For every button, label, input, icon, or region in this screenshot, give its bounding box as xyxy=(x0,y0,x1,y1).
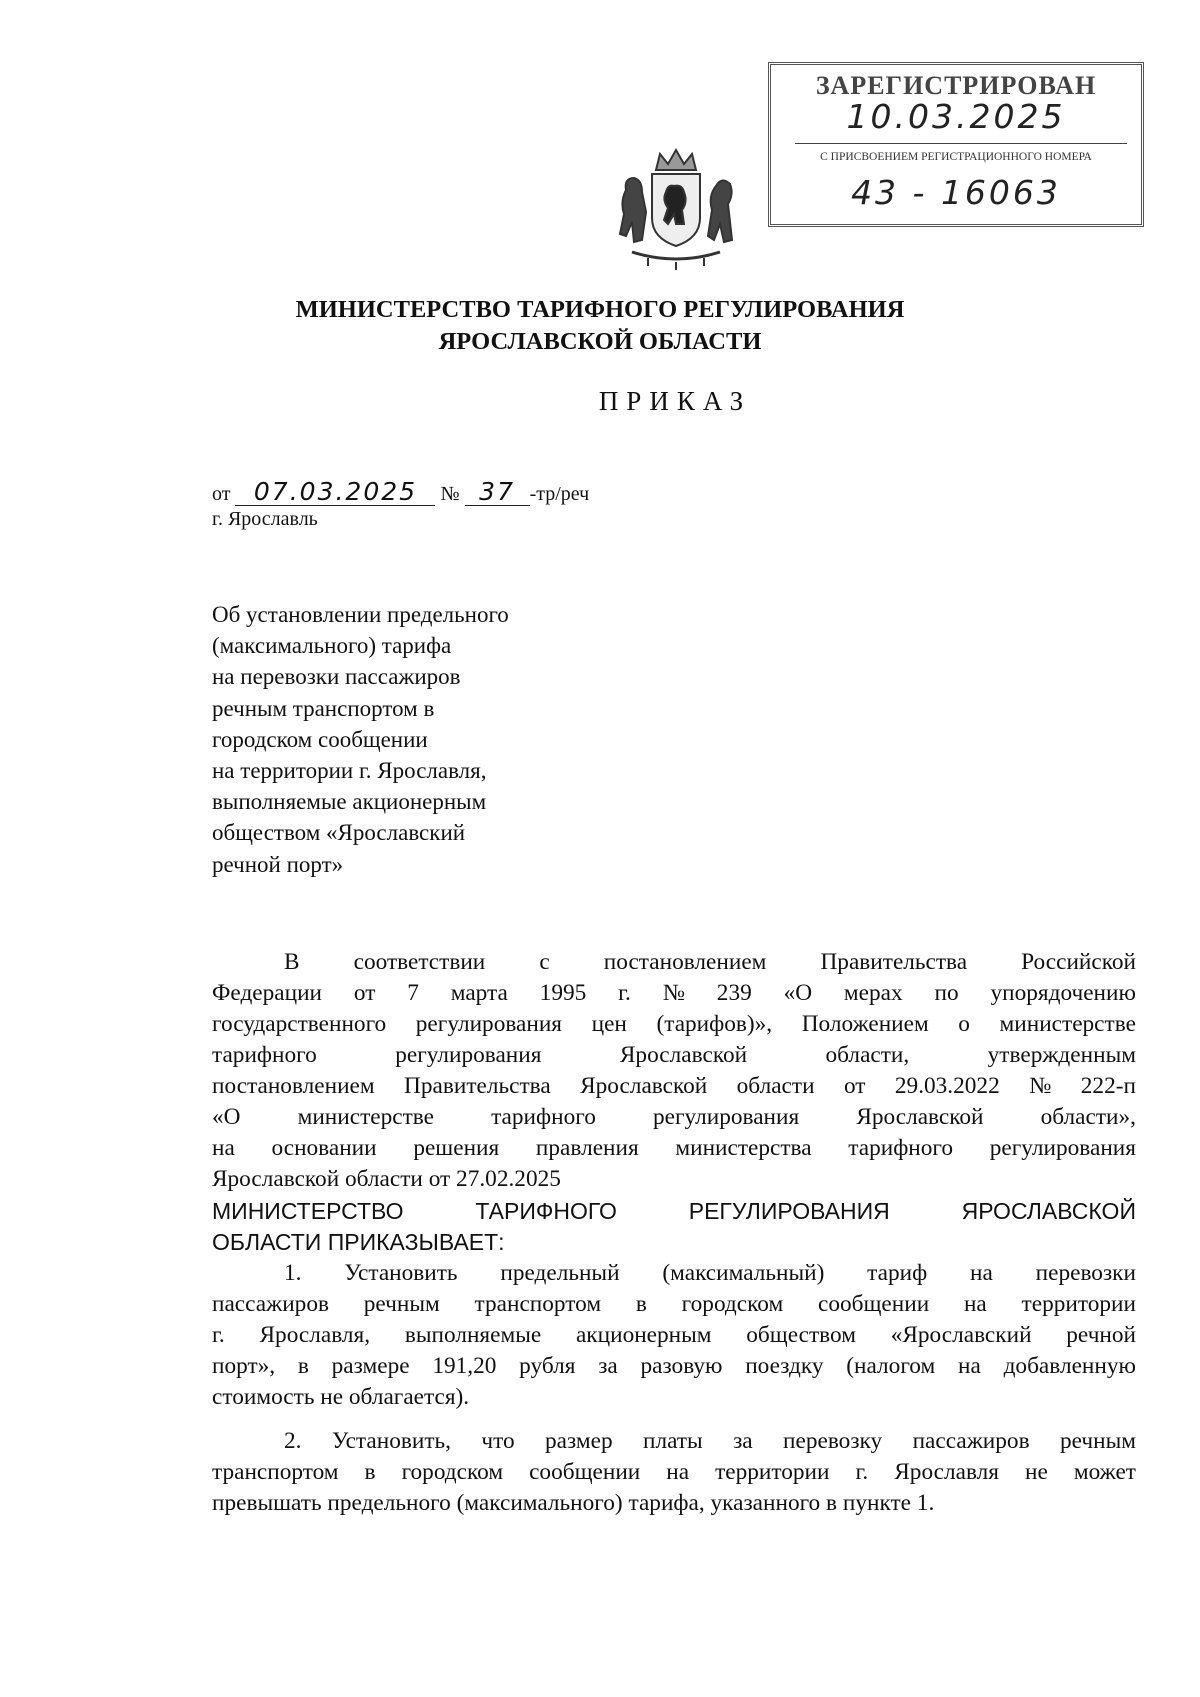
item1-line xyxy=(212,1258,1136,1289)
word: регулирования xyxy=(395,1042,542,1068)
subject-line: на территории г. Ярославля, xyxy=(212,758,487,784)
word: «О xyxy=(783,980,813,1006)
word: пассажиров xyxy=(912,1428,1030,1454)
word: Правительства xyxy=(404,1073,551,1099)
word: 239 xyxy=(716,980,752,1006)
word: поездку xyxy=(745,1353,824,1379)
ordering-line: ОБЛАСТИ ПРИКАЗЫВАЕТ: xyxy=(212,1229,505,1255)
word: МИНИСТЕРСТВО xyxy=(212,1198,404,1224)
word: Ярославской xyxy=(856,1104,984,1130)
preamble-line xyxy=(212,947,1136,978)
word: постановлением xyxy=(603,949,767,975)
word: 7 xyxy=(407,980,419,1006)
word: цен xyxy=(591,1011,627,1037)
stamp-date: 10.03.2025 xyxy=(846,97,1066,136)
ordering-clause xyxy=(212,1196,1136,1258)
item2-line xyxy=(212,1457,1136,1488)
word: порт», xyxy=(212,1353,276,1379)
city: г. Ярославль xyxy=(212,508,318,530)
word: (максимальный) xyxy=(662,1260,825,1286)
word: (налогом xyxy=(846,1353,936,1379)
word: тарифного xyxy=(491,1104,596,1130)
word: не xyxy=(1025,1459,1048,1485)
item1-line xyxy=(212,1320,1136,1351)
word: на xyxy=(963,1291,987,1317)
word: перевозки xyxy=(1035,1260,1136,1286)
preamble-line xyxy=(212,1133,1136,1164)
word: Ярославля, xyxy=(259,1322,371,1348)
word: «Ярославский xyxy=(890,1322,1032,1348)
word: Установить, xyxy=(331,1428,451,1454)
word: основании xyxy=(271,1135,377,1161)
stamp-subtitle: С ПРИСВОЕНИЕМ РЕГИСТРАЦИОННОГО НОМЕРА xyxy=(820,151,1092,163)
subject-line: выполняемые акционерным xyxy=(212,789,487,815)
order-subject xyxy=(212,599,612,880)
word: может xyxy=(1073,1459,1136,1485)
word: от xyxy=(353,980,376,1006)
word: тарифного xyxy=(212,1042,317,1068)
word: 1995 xyxy=(539,980,587,1006)
item-1 xyxy=(212,1258,1136,1413)
word: утвержденным xyxy=(987,1042,1136,1068)
word: РЕГУЛИРОВАНИЯ xyxy=(688,1198,890,1224)
word: Правительства xyxy=(820,949,968,975)
word: по xyxy=(934,980,959,1006)
word: соответствии xyxy=(353,949,486,975)
word: г. xyxy=(618,980,631,1006)
word: от xyxy=(843,1073,866,1099)
stamp-title: ЗАРЕГИСТРИРОВАН xyxy=(815,71,1097,100)
word: размер xyxy=(545,1428,613,1454)
word: постановлением xyxy=(212,1073,375,1099)
word: Установить xyxy=(344,1260,458,1286)
word: предельный xyxy=(500,1260,620,1286)
word: в xyxy=(297,1353,309,1379)
word: мерах xyxy=(843,980,903,1006)
word: пассажиров xyxy=(212,1291,329,1317)
word: министерства xyxy=(675,1135,812,1161)
word: городском xyxy=(681,1291,784,1317)
word: правления xyxy=(535,1135,639,1161)
word: упорядочению xyxy=(990,980,1136,1006)
subject-line: (максимального) тарифа xyxy=(212,633,452,659)
word: № xyxy=(1029,1073,1052,1099)
subject-line: городском сообщении xyxy=(212,726,428,752)
word: размере xyxy=(331,1353,410,1379)
word: о xyxy=(958,1011,970,1037)
word: регулирования xyxy=(415,1011,563,1037)
word: области», xyxy=(1040,1104,1136,1130)
word: № xyxy=(662,980,685,1006)
word: Ярославской xyxy=(619,1042,748,1068)
word: Ярославской xyxy=(580,1073,708,1099)
word: речной xyxy=(1066,1322,1136,1348)
preamble-line xyxy=(212,1009,1136,1040)
word: марта xyxy=(450,980,508,1006)
word: рубля xyxy=(519,1353,576,1379)
order-date: 07.03.2025 xyxy=(235,479,435,506)
word: решения xyxy=(413,1135,500,1161)
item-2 xyxy=(212,1426,1136,1519)
word: тариф xyxy=(867,1260,928,1286)
preamble-line xyxy=(212,1040,1136,1071)
word: на xyxy=(212,1135,235,1161)
word: с xyxy=(539,949,550,975)
word: добавленную xyxy=(1003,1353,1136,1379)
word: за xyxy=(598,1353,618,1379)
word: сообщении xyxy=(529,1459,641,1485)
word: речным xyxy=(363,1291,440,1317)
preamble-line: Ярославской области от 27.02.2025 xyxy=(212,1166,561,1192)
preamble-line xyxy=(212,1102,1136,1133)
word: области, xyxy=(825,1042,910,1068)
word: области xyxy=(736,1073,815,1099)
registration-stamp xyxy=(768,62,1144,227)
word: территории xyxy=(1021,1291,1136,1317)
subject-line: на перевозки пассажиров xyxy=(212,664,461,690)
word: за xyxy=(733,1428,753,1454)
word: регулирования xyxy=(652,1104,800,1130)
word: министерстве xyxy=(297,1104,434,1130)
word: городском xyxy=(401,1459,504,1485)
word: акционерным xyxy=(575,1322,712,1348)
word: платы xyxy=(643,1428,703,1454)
word: что xyxy=(481,1428,515,1454)
word: регулирования xyxy=(989,1135,1136,1161)
word: на xyxy=(958,1353,981,1379)
item1-line: стоимость не облагается). xyxy=(212,1384,470,1410)
item1-line xyxy=(212,1351,1136,1382)
word: в xyxy=(635,1291,647,1317)
word: 2. xyxy=(284,1428,302,1454)
word: (тарифов)», xyxy=(656,1011,773,1037)
subject-line: обществом «Ярославский xyxy=(212,820,466,846)
word: ТАРИФНОГО xyxy=(475,1198,617,1224)
word: Федерации xyxy=(212,980,323,1006)
word: ЯРОСЛАВСКОЙ xyxy=(961,1198,1136,1224)
word: перевозку xyxy=(783,1428,883,1454)
word: обществом xyxy=(746,1322,856,1348)
word: 191,20 xyxy=(432,1353,497,1379)
coat-of-arms-icon xyxy=(612,140,740,270)
preamble-line xyxy=(212,978,1136,1009)
word: Положением xyxy=(801,1011,929,1037)
word: 1. xyxy=(284,1260,302,1286)
word: на xyxy=(666,1459,690,1485)
word: территории xyxy=(715,1459,830,1485)
word: выполняемые xyxy=(404,1322,542,1348)
word: министерстве xyxy=(999,1011,1136,1037)
word: разовую xyxy=(640,1353,723,1379)
word: 222-п xyxy=(1080,1073,1136,1099)
item1-line xyxy=(212,1289,1136,1320)
word: речным xyxy=(1059,1428,1136,1454)
subject-line: Об установлении предельного xyxy=(212,602,509,627)
item2-line xyxy=(212,1426,1136,1457)
order-details xyxy=(212,479,589,506)
preamble-line xyxy=(212,1071,1136,1102)
word: сообщении xyxy=(817,1291,930,1317)
stamp-number: 43 - 16063 xyxy=(851,173,1061,212)
item2-line: превышать предельного (максимального) тарифа, указанного в пункте 1. xyxy=(212,1490,935,1516)
word: Российской xyxy=(1021,949,1136,975)
subject-line: речной порт» xyxy=(212,851,344,877)
word: г. xyxy=(855,1459,869,1485)
word: Ярославля xyxy=(894,1459,1000,1485)
order-number: 37 xyxy=(465,479,530,506)
word: г. xyxy=(212,1322,225,1348)
subject-line: речным транспортом в xyxy=(212,695,435,721)
word: на xyxy=(970,1260,993,1286)
ministry-name-line2: ЯРОСЛАВСКОЙ ОБЛАСТИ xyxy=(438,328,762,355)
from-label: от xyxy=(212,483,231,505)
word: В xyxy=(284,949,300,975)
word: в xyxy=(364,1459,376,1485)
number-label: № xyxy=(440,483,460,505)
ordering-line xyxy=(212,1196,1136,1227)
preamble-paragraph xyxy=(212,947,1136,1195)
word: транспортом xyxy=(212,1459,339,1485)
ministry-name-line1: МИНИСТЕРСТВО ТАРИФНОГО РЕГУЛИРОВАНИЯ xyxy=(295,296,905,323)
word: 29.03.2022 xyxy=(894,1073,1000,1099)
order-suffix: -тр/реч xyxy=(529,483,590,505)
word: «О xyxy=(212,1104,241,1130)
word: государственного xyxy=(212,1011,387,1037)
word: транспортом xyxy=(474,1291,602,1317)
word: тарифного xyxy=(848,1135,954,1161)
document-type: ПРИКАЗ xyxy=(598,386,752,416)
stamp-divider xyxy=(795,143,1127,144)
